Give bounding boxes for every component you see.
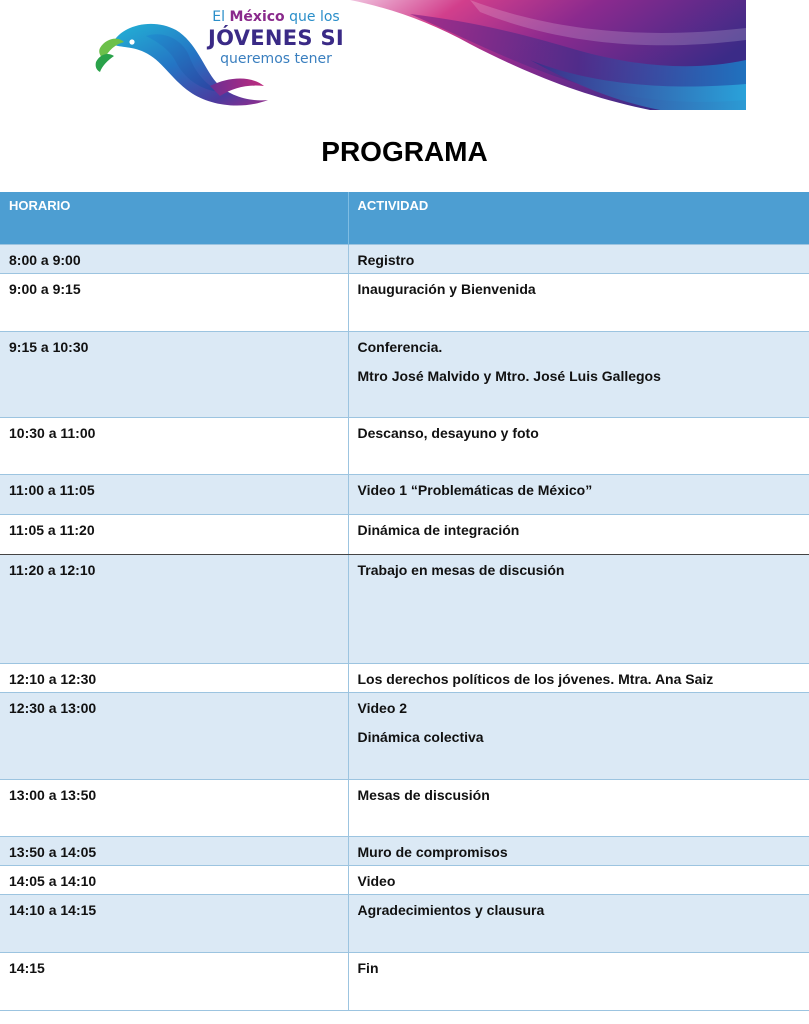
time-cell: 11:05 a 11:20 [0, 514, 348, 554]
logo-word-mexico: México [229, 9, 285, 25]
page-title: PROGRAMA [321, 136, 488, 167]
table-row [0, 952, 809, 1010]
activity-cell: Fin [348, 952, 809, 1010]
time-cell: 14:10 a 14:15 [0, 894, 348, 952]
column-header-actividad: ACTIVIDAD [348, 192, 809, 244]
activity-line-2: Dinámica colectiva [357, 728, 484, 745]
table-row [0, 692, 809, 779]
activity-cell: Video 1 “Problemáticas de México” [348, 474, 809, 514]
time-cell: 9:00 a 9:15 [0, 273, 348, 331]
activity-line-2: Mtro José Malvido y Mtro. José Luis Gallegos [357, 367, 661, 384]
time-cell: 13:00 a 13:50 [0, 779, 348, 836]
logo-wordmark [196, 10, 356, 66]
time-cell: 13:50 a 14:05 [0, 836, 348, 865]
activity-cell [348, 692, 809, 779]
activity-cell [348, 331, 809, 417]
activity-cell: Mesas de discusión [348, 779, 809, 836]
table-row [0, 865, 809, 894]
time-cell: 10:30 a 11:00 [0, 417, 348, 474]
activity-cell: Trabajo en mesas de discusión [348, 554, 809, 663]
activity-cell: Descanso, desayuno y foto [348, 417, 809, 474]
logo-jovenes-si: JÓVENES SI [208, 26, 344, 50]
header [0, 0, 809, 112]
banner-swoosh-graphic [350, 0, 746, 110]
activity-cell: Muro de compromisos [348, 836, 809, 865]
logo-queremos-tener: queremos tener [220, 51, 332, 67]
table-row [0, 514, 809, 554]
time-cell: 12:30 a 13:00 [0, 692, 348, 779]
table-row [0, 779, 809, 836]
table-row [0, 417, 809, 474]
table-row [0, 836, 809, 865]
time-cell: 14:05 a 14:10 [0, 865, 348, 894]
logo-word-el: El [212, 9, 226, 25]
table-header-row [0, 192, 809, 244]
time-cell: 11:20 a 12:10 [0, 554, 348, 663]
column-header-horario: HORARIO [0, 192, 348, 244]
activity-line: Conferencia. [357, 338, 443, 355]
logo-word-que-los: que los [289, 9, 340, 25]
table-row [0, 244, 809, 273]
time-cell: 11:00 a 11:05 [0, 474, 348, 514]
table-row [0, 474, 809, 514]
time-cell: 14:15 [0, 952, 348, 1010]
schedule-table [0, 192, 809, 1011]
activity-cell: Dinámica de integración [348, 514, 809, 554]
activity-cell: Inauguración y Bienvenida [348, 273, 809, 331]
activity-line: Video 2 [357, 699, 408, 716]
table-row [0, 273, 809, 331]
table-row [0, 894, 809, 952]
activity-cell: Los derechos políticos de los jóvenes. Mtra. Ana Saiz [348, 663, 809, 692]
table-row [0, 663, 809, 692]
activity-cell: Agradecimientos y clausura [348, 894, 809, 952]
time-cell: 9:15 a 10:30 [0, 331, 348, 417]
activity-cell: Registro [348, 244, 809, 273]
table-row [0, 554, 809, 663]
table-row [0, 331, 809, 417]
time-cell: 8:00 a 9:00 [0, 244, 348, 273]
activity-cell: Video [348, 865, 809, 894]
time-cell: 12:10 a 12:30 [0, 663, 348, 692]
